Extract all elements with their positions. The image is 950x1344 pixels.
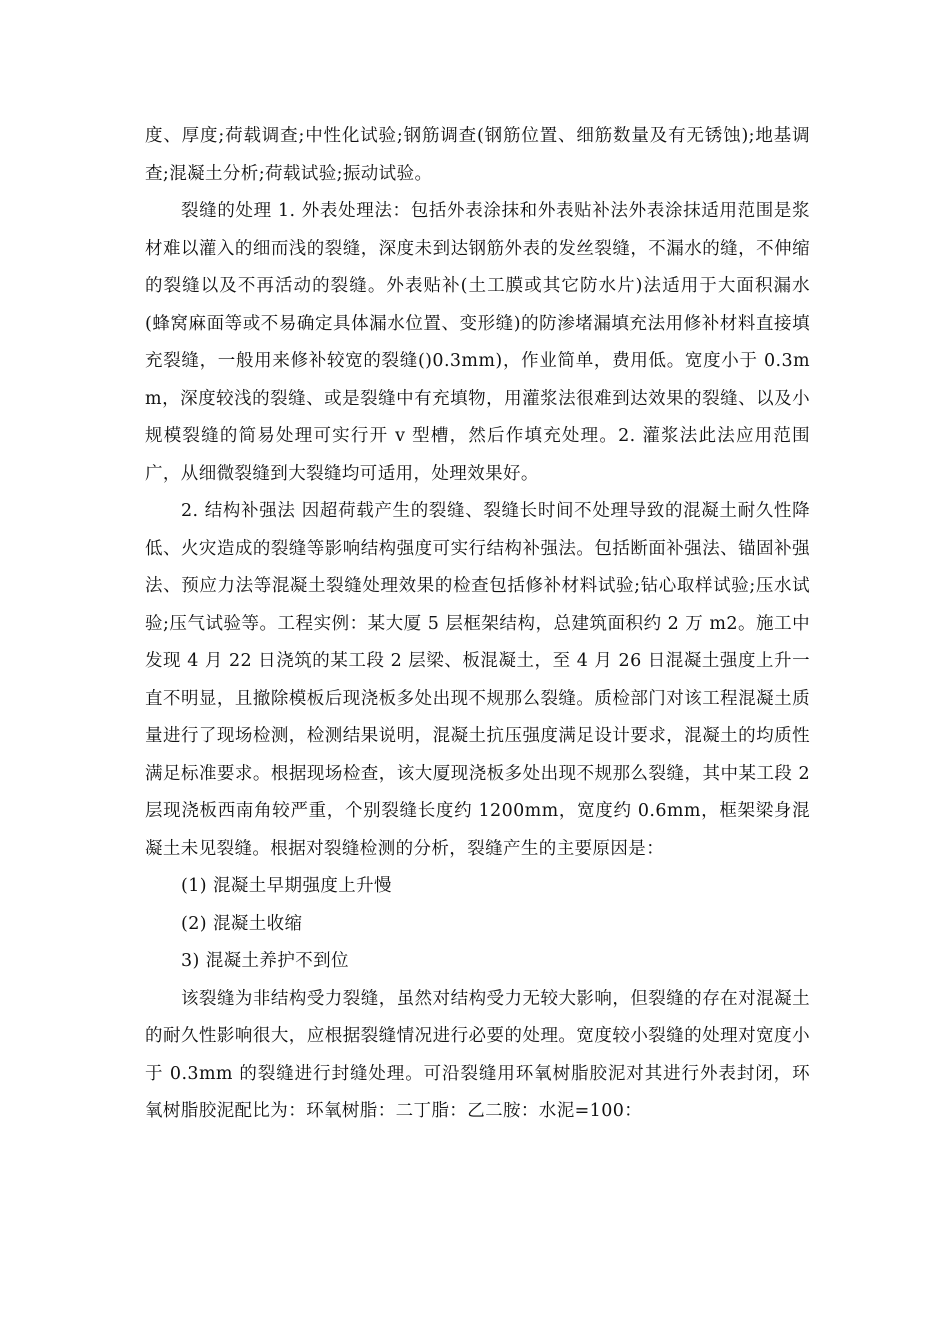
document-body (145, 118, 810, 1131)
list-item: (2) 混凝土收缩 (181, 913, 303, 934)
list-item: 3) 混凝土养护不到位 (181, 951, 349, 971)
paragraph-crack-treatment: 裂缝的处理 1. 外表处理法：包括外表涂抹和外表贴补法外表涂抹适用范围是浆材难以灌入的细而浅的裂缝，深度未到达钢筋外表的发丝裂缝，不漏水的缝，不伸缩的裂缝以及不再活动的裂缝。外表贴补(土工膜或其它防水片)法适用于大面积漏水(蜂窝麻面等或不易确定具体漏水位置、变形缝)的防渗堵漏填充法用修补材料直接填充裂缝，一般用来修补较宽的裂缝()0.3mm)，作业简单，费用低。宽度小于 0.3mm，深度较浅的裂缝、或是裂缝中有充填物，用灌浆法很难到达效果的裂缝、以及小规模裂缝的简易处理可实行开 v 型槽，然后作填充处理。2. 灌浆法此法应用范围广，从细微裂缝到大裂缝均可适用，处理效果好。 (145, 201, 810, 484)
paragraph-continuation: 度、厚度;荷载调查;中性化试验;钢筋调查(钢筋位置、细筋数量及有无锈蚀);地基调查;混凝土分析;荷载试验;振动试验。 (145, 126, 810, 184)
paragraph-closing: 该裂缝为非结构受力裂缝，虽然对结构受力无较大影响，但裂缝的存在对混凝土的耐久性影响很大，应根据裂缝情况进行必要的处理。宽度较小裂缝的处理对宽度小于 0.3mm 的裂缝进行封缝处理。可沿裂缝用环氧树脂胶泥对其进行外表封闭，环氧树脂胶泥配比为：环氧树脂：二丁脂：乙二胺：水泥=100： (145, 988, 810, 1121)
list-item: (1) 混凝土早期强度上升慢 (181, 876, 392, 896)
paragraph-structural-reinforcement: 2. 结构补强法 因超荷载产生的裂缝、裂缝长时间不处理导致的混凝土耐久性降低、火灾造成的裂缝等影响结构强度可实行结构补强法。包括断面补强法、锚固补强法、预应力法等混凝土裂缝处理效果的检查包括修补材料试验;钻心取样试验;压水试验;压气试验等。工程实例：某大厦 5 层框架结构，总建筑面积约 2 万 m2。施工中发现 4 月 22 日浇筑的某工段 2 层梁、板混凝土，至 4 月 26 日混凝土强度上升一直不明显，且撤除模板后现浇板多处出现不规那么裂缝。质检部门对该工程混凝土质量进行了现场检测，检测结果说明，混凝土抗压强度满足设计要求，混凝土的均质性满足标准要求。根据现场检查，该大厦现浇板多处出现不规那么裂缝，其中某工段 2 层现浇板西南角较严重，个别裂缝长度约 1200mm，宽度约 0.6mm，框架梁身混凝土未见裂缝。根据对裂缝检测的分析，裂缝产生的主要原因是： (145, 501, 810, 859)
